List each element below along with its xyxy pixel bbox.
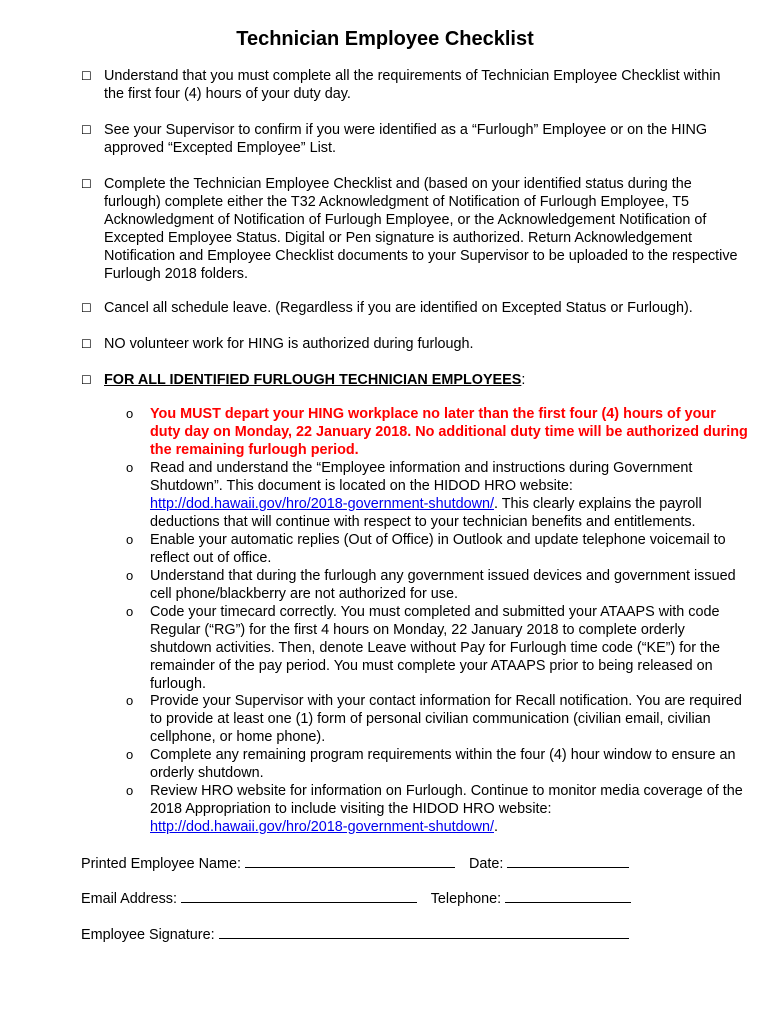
list-item-text-post: . This clearly explains the payroll deductions that will continue with respect to your technician benefits and entitlements. (150, 496, 702, 530)
signature-row (81, 924, 629, 944)
list-item (126, 405, 748, 459)
list-item-text-pre: Review HRO website for information on Furlough. Continue to monitor media coverage of the 2018 Appropriation to include visiting the HIDOD HRO website: (150, 783, 743, 817)
checklist-item-text: Complete the Technician Employee Checklist and (based on your identified status during the furlough) complete either the T32 Acknowledgment of Notification of Furlough Employee, T5 Acknowledgment of Notification of Furlough Employee, or the Acknowledgement Notification of Excepted Employee Status. Digital or Pen signature is authorized. Return Acknowledgement Notification and Employee Checklist documents to your Supervisor to be uploaded to the respective Furlough 2018 folders. (104, 176, 738, 282)
checkbox-icon[interactable]: ☐ (81, 337, 92, 351)
list-item-text: Code your timecard correctly. You must completed and submitted your ATAAPS with code Regular (“RG”) for the first 4 hours on Monday, 22 January 2018 to complete orderly shutdown activities. Then, denote Leave without Pay for Furlough time code (“KE”) for the remainder of the pay period. You must complete your ATAAPS prior to being released on furlough. (150, 604, 721, 692)
checkbox-icon[interactable]: ☐ (81, 373, 92, 387)
list-item (126, 459, 741, 531)
bullet-icon: o (126, 604, 134, 619)
telephone-field[interactable] (505, 888, 631, 903)
list-item-text: Understand that during the furlough any government issued devices and government issued cell phone/blackberry are not authorized for use. (150, 568, 736, 602)
date-field[interactable] (507, 853, 629, 868)
checklist-item-text: Cancel all schedule leave. (Regardless if you are identified on Excepted Status or Furlough). (104, 300, 693, 316)
telephone-label: Telephone: (430, 891, 502, 907)
date-label: Date: (468, 856, 504, 872)
list-item (126, 782, 741, 836)
bullet-icon: o (126, 406, 134, 421)
list-item-text (150, 459, 750, 531)
list-item (126, 603, 741, 693)
email-telephone-row (81, 888, 631, 908)
checklist-item (81, 175, 741, 283)
employee-name-label: Printed Employee Name: (81, 856, 241, 872)
hro-shutdown-link[interactable]: http://dod.hawaii.gov/hro/2018-government-shutdown/ (150, 496, 494, 512)
list-item (126, 692, 741, 746)
list-item-text: Complete any remaining program requirements within the four (4) hour window to ensure an orderly shutdown. (150, 747, 736, 781)
name-date-row (81, 853, 629, 873)
checklist-item (81, 67, 741, 103)
list-item (126, 531, 741, 567)
signature-label: Employee Signature: (81, 927, 215, 943)
email-label: Email Address: (81, 891, 177, 907)
list-item-text: Provide your Supervisor with your contact information for Recall notification. You are required to provide at least one (1) form of personal civilian communication (civilian email, civilian cellphone, or home phone). (150, 693, 742, 745)
list-item (126, 567, 741, 603)
list-item-text (150, 782, 750, 836)
checklist-item (81, 121, 741, 157)
checklist-item (81, 371, 741, 389)
checkbox-icon[interactable]: ☐ (81, 123, 92, 137)
bullet-icon: o (126, 460, 134, 475)
bullet-icon: o (126, 568, 134, 583)
bullet-icon: o (126, 693, 134, 708)
checklist-item-text: NO volunteer work for HING is authorized during furlough. (104, 336, 474, 352)
signature-field[interactable] (219, 924, 629, 939)
furlough-heading: FOR ALL IDENTIFIED FURLOUGH TECHNICIAN EMPLOYEES (104, 372, 522, 388)
bullet-icon: o (126, 747, 134, 762)
hro-shutdown-link[interactable]: http://dod.hawaii.gov/hro/2018-government-shutdown/ (150, 819, 494, 835)
checkbox-icon[interactable]: ☐ (81, 177, 92, 191)
checklist-item-text: Understand that you must complete all the requirements of Technician Employee Checklist within the first four (4) hours of your duty day. (104, 68, 721, 102)
checkbox-icon[interactable]: ☐ (81, 69, 92, 83)
checklist-item-text: See your Supervisor to confirm if you were identified as a “Furlough” Employee or on the HING approved “Excepted Employee” List. (104, 122, 708, 156)
email-field[interactable] (181, 888, 417, 903)
checklist-item (81, 335, 741, 353)
page-title: Technician Employee Checklist (236, 28, 534, 50)
warning-text: You MUST depart your HING workplace no later than the first four (4) hours of your duty day on Monday, 22 January 2018. No additional duty time will be authorized during the remaining furlough period. (150, 406, 748, 458)
list-item (126, 746, 741, 782)
bullet-icon: o (126, 532, 134, 547)
checklist-item (81, 299, 741, 317)
list-item-text-post: . (494, 819, 498, 835)
list-item-text: Enable your automatic replies (Out of Office) in Outlook and update telephone voicemail to reflect out of office. (150, 532, 726, 566)
checkbox-icon[interactable]: ☐ (81, 301, 92, 315)
heading-suffix: : (521, 372, 526, 388)
list-item-text-pre: Read and understand the “Employee information and instructions during Government Shutdown”. This document is located on the HIDOD HRO website: (150, 460, 693, 494)
section-heading (104, 371, 744, 389)
employee-name-field[interactable] (245, 853, 455, 868)
bullet-icon: o (126, 783, 134, 798)
